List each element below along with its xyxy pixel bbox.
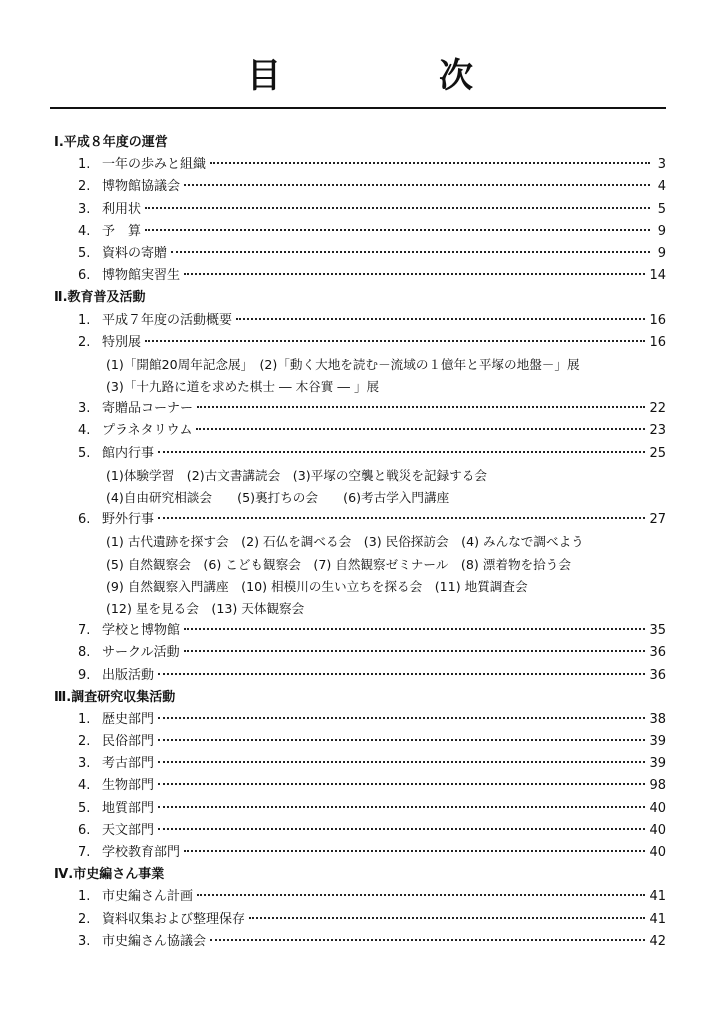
leader-dots [184,850,645,852]
leader-dots [158,673,645,675]
leader-dots [158,717,645,719]
toc-entry[interactable]: 1. 平成７年度の活動概要 16 [78,312,666,328]
section-heading: Ⅱ.教育普及活動 [54,290,146,306]
sub-entries: (1) 古代遺跡を探す会 (2) 石仏を調べる会 (3) 民俗探訪会 (4) みんなで調べよう [106,534,584,550]
table-of-contents [0,132,720,953]
leader-dots [158,806,645,808]
sub-entries: (3)「十九路に道を求めた棋士 ― 木谷實 ― 」展 [106,379,380,395]
leader-dots [249,917,645,919]
toc-entry[interactable]: 5. 地質部門 40 [78,800,666,816]
toc-entry[interactable]: 7. 学校と博物館 35 [78,623,666,639]
toc-entry[interactable]: 5. 資料の寄贈 9 [78,245,666,261]
leader-dots [158,739,645,741]
leader-dots [158,451,645,453]
leader-dots [184,184,650,186]
page-title: 目 次 [247,56,535,96]
toc-entry[interactable]: 6. 天文部門 40 [78,822,666,838]
section-heading: Ⅳ.市史編さん事業 [54,867,165,883]
sub-entries: (4)自由研究相談会 (5)裏打ちの会 (6)考古学入門講座 [106,490,450,505]
toc-entry[interactable]: 2. 特別展 16 [78,334,666,350]
sub-entries: (1)体験学習 (2)古文書講読会 (3)平塚の空襲と戦災を記録する会 [106,467,487,483]
toc-entry[interactable]: 1. 一年の歩みと組織 3 [78,157,666,173]
leader-dots [158,828,645,830]
toc-entry[interactable]: 3. 市史編さん協議会 42 [78,933,666,949]
leader-dots [184,650,646,652]
sub-entries: (1)「開館20周年記念展」 (2)「動く大地を読む－流域の１億年と平塚の地盤－」展 [106,356,580,372]
leader-dots [171,251,650,253]
toc-entry[interactable]: 3. 利用状 5 [78,201,666,217]
leader-dots [184,273,645,275]
toc-entry[interactable]: 9. 出版活動 36 [78,667,666,683]
section-heading: Ⅰ.平成８年度の運営 [54,135,168,150]
toc-entry[interactable]: 6. 野外行事 27 [78,512,666,528]
toc-entry[interactable]: 8. サークル活動 36 [78,645,666,661]
toc-entry[interactable]: 7. 学校教育部門 40 [78,845,666,860]
section-heading: Ⅲ.調査研究収集活動 [54,689,176,705]
leader-dots [210,162,650,164]
sub-entries: (12) 星を見る会 (13) 天体観察会 [106,600,305,616]
toc-entry[interactable]: 4. 生物部門 98 [78,778,666,794]
toc-entry[interactable]: 1. 市史編さん計画 41 [78,889,666,905]
leader-dots [197,894,645,896]
title-rule [50,107,666,109]
leader-dots [158,783,645,785]
toc-entry[interactable]: 3. 考古部門 39 [78,756,666,772]
leader-dots [236,318,645,320]
toc-entry[interactable]: 3. 寄贈品コーナー 22 [78,401,666,417]
toc-entry[interactable]: 1. 歴史部門 38 [78,711,666,727]
toc-entry[interactable]: 5. 館内行事 25 [78,445,666,461]
leader-dots [145,340,645,342]
toc-entry[interactable]: 4. プラネタリウム 23 [78,423,666,439]
sub-entries: (5) 自然観察会 (6) こども観察会 (7) 自然観察ゼミナール (8) 漂着物を拾う会 [106,556,571,572]
toc-entry[interactable]: 2. 資料収集および整理保存 41 [78,911,666,927]
leader-dots [145,229,650,231]
leader-dots [197,406,645,408]
toc-entry[interactable]: 6. 博物館実習生 14 [78,268,666,284]
toc-entry[interactable]: 2. 民俗部門 39 [78,734,666,750]
leader-dots [210,939,645,941]
leader-dots [158,761,645,763]
leader-dots [158,517,645,519]
leader-dots [196,428,645,430]
leader-dots [145,207,650,209]
toc-entry[interactable]: 4. 予 算 9 [78,223,666,239]
sub-entries: (9) 自然観察入門講座 (10) 相模川の生い立ちを探る会 (11) 地質調査会 [106,578,528,594]
toc-entry[interactable]: 2. 博物館協議会 4 [78,179,666,195]
leader-dots [184,628,645,630]
